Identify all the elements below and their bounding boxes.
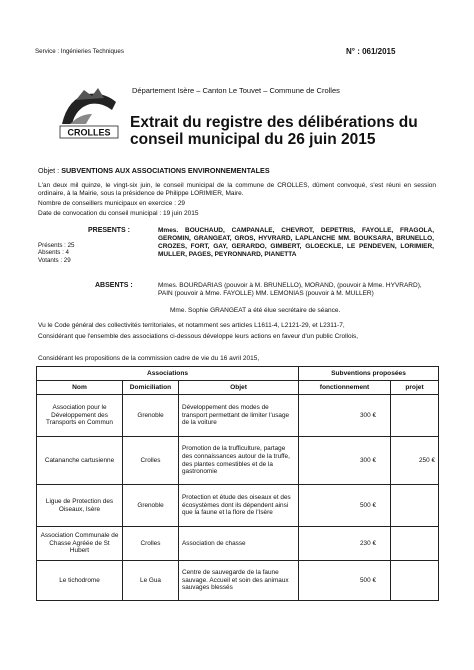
presents-label: PRESENTS : — [88, 227, 131, 234]
presents-count: Présents : 25 — [38, 242, 75, 249]
crolles-logo-icon — [58, 80, 120, 142]
cell-objet: Développement des modes de transport permettant de limiter l'usage de la voiture — [179, 395, 299, 437]
logo-text: CROLLES — [67, 127, 111, 138]
cell-fonctionnement: 230 € — [299, 527, 391, 561]
cell-domiciliation: Grenoble — [123, 485, 179, 527]
absents-count: Absents : 4 — [38, 249, 69, 257]
cell-projet — [391, 395, 439, 437]
cell-objet: Protection et étude des oiseaux et des écosystèmes dont ils dépendent ainsi que la faune et la flore de l'Isère — [179, 485, 299, 527]
cell-fonctionnement: 500 € — [299, 561, 391, 601]
cell-projet: 250 € — [391, 437, 439, 485]
table-row — [37, 437, 439, 485]
cell-fonctionnement: 300 € — [299, 437, 391, 485]
table-row — [37, 561, 439, 601]
cell-nom: Le tichodrome — [37, 561, 123, 601]
cell-domiciliation: Crolles — [123, 437, 179, 485]
votants-count: Votants : 29 — [38, 256, 71, 264]
secretaire-line: Mme. Sophie GRANGEAT a été élue secrétaire de séance. — [170, 307, 341, 314]
date-convocation: Date de convocation du conseil municipal : 19 juin 2015 — [38, 210, 199, 217]
department-line: Département Isère – Canton Le Touvet – Commune de Crolles — [132, 86, 340, 95]
cell-domiciliation: Crolles — [123, 527, 179, 561]
group-header-subventions: Subventions proposées — [299, 367, 439, 381]
col-header-nom: Nom — [37, 381, 123, 395]
presents-names: Mmes. BOUCHAUD, CAMPANALE, CHEVROT, DEPETRIS, FAYOLLE, FRAGOLA, GEROMIN, GRANGEAT, GROS, HYVRARD, LAPLANCHE MM. BOUKSARA, BRUNELLO, CROZES, FORT, GAY, GERARDO, GIMBERT, GLOECKLE, LE PENDEVEN, LORIMIER, MULLER, PAGES, PEYRONNARD, PIANETTA — [158, 227, 434, 259]
cell-objet: Association de chasse — [179, 527, 299, 561]
cell-fonctionnement: 500 € — [299, 485, 391, 527]
considerant-1: Considérant que l'ensemble des associations ci-dessous développe leurs actions en faveur d'un public Crollois, — [38, 333, 359, 340]
considerant-2: Considérant les propositions de la commission cadre de vie du 16 avril 2015, — [38, 355, 260, 362]
col-header-objet: Objet — [179, 381, 299, 395]
vu-paragraph: Vu le Code général des collectivités territoriales, et notamment ses articles L1611-4, L2121-29, et L2311-7, — [38, 322, 345, 329]
col-header-domiciliation: Domiciliation — [123, 381, 179, 395]
deliberation-number: N° : 061/2015 — [346, 47, 396, 56]
absents-label: ABSENTS : — [95, 282, 133, 289]
cell-domiciliation: Le Gua — [123, 561, 179, 601]
absents-text: Mmes. BOURDARIAS (pouvoir à M. BRUNELLO), MORAND, (pouvoir à Mme. HYVRARD), PAIN (pouvoir à Mme. FAYOLLE) MM. LEMONIAS (pouvoir à M. MULLER) — [158, 282, 422, 297]
nb-conseillers: Nombre de conseillers municipaux en exercice : 29 — [38, 200, 186, 207]
col-header-projet: projet — [391, 381, 439, 395]
table-row — [37, 485, 439, 527]
table-row — [37, 527, 439, 561]
cell-projet — [391, 527, 439, 561]
cell-projet — [391, 561, 439, 601]
service-label: Service : Ingénieries Techniques — [35, 48, 124, 55]
objet-text: SUBVENTIONS AUX ASSOCIATIONS ENVIRONNEMENTALES — [61, 166, 270, 175]
cell-nom: Association Communale de Chasse Agréée de St Hubert — [37, 527, 123, 561]
cell-objet: Promotion de la trufficulture, partage des connaissances autour de la truffe, des plantes comestibles et de la gastronomie — [179, 437, 299, 485]
cell-projet — [391, 485, 439, 527]
subventions-table — [36, 366, 439, 601]
objet-line — [38, 166, 270, 175]
objet-label: Objet : — [38, 166, 60, 175]
cell-fonctionnement: 300 € — [299, 395, 391, 437]
cell-nom: Ligue de Protection des Oiseaux, Isère — [37, 485, 123, 527]
group-header-associations: Associations — [37, 367, 299, 381]
intro-paragraph: L'an deux mil quinze, le vingt-six juin, le conseil municipal de la commune de CROLLES, dûment convoqué, s'est réuni en session ordinaire, à la Mairie, sous la présidence de Philippe LORIMIER, Maire. — [38, 182, 436, 197]
cell-objet: Centre de sauvegarde de la faune sauvage. Accueil et soin des animaux sauvages blessés — [179, 561, 299, 601]
col-header-fonctionnement: fonctionnement — [299, 381, 391, 395]
cell-nom: Association pour le Développement des Transports en Commun — [37, 395, 123, 437]
cell-domiciliation: Grenoble — [123, 395, 179, 437]
vote-counts — [38, 242, 74, 264]
table-row — [37, 395, 439, 437]
cell-nom: Catananche cartusienne — [37, 437, 123, 485]
page-title: Extrait du registre des délibérations du conseil municipal du 26 juin 2015 — [130, 114, 418, 148]
